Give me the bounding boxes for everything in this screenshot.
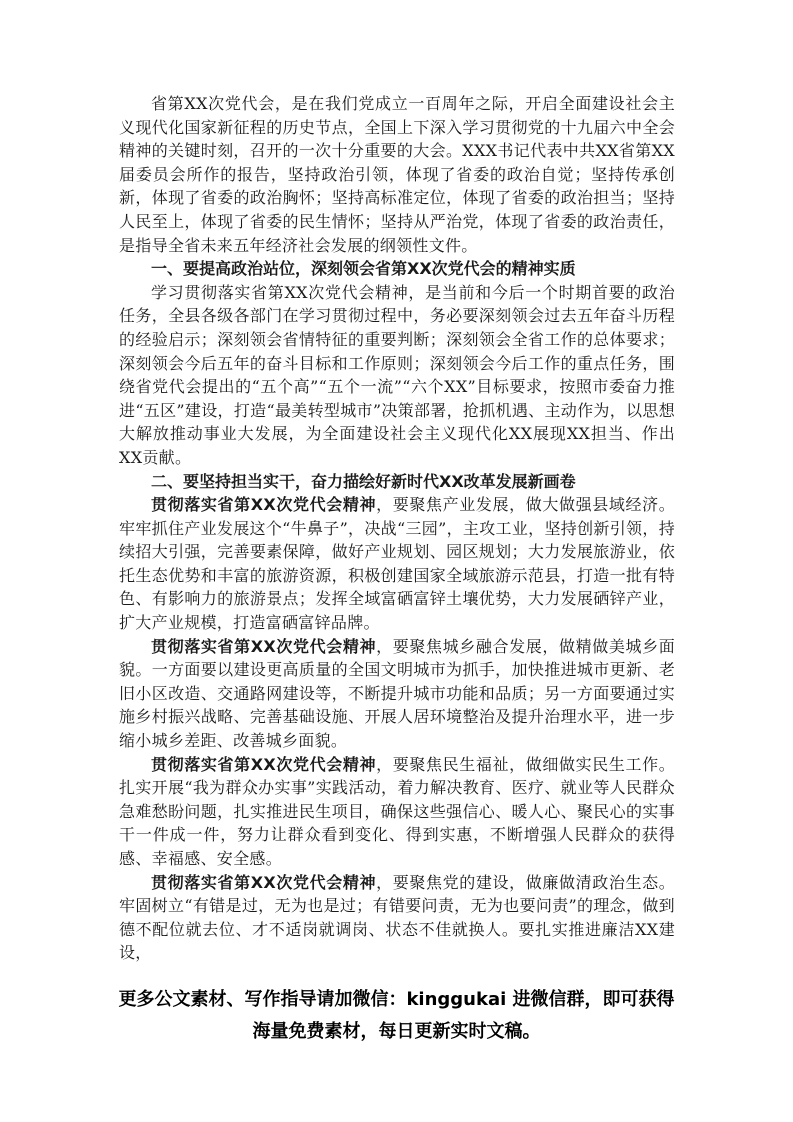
section-1-paragraph: 学习贯彻落实省第XX次党代会精神，是当前和今后一个时期首要的政治任务，全县各级各部门在学习贯彻过程中，务必要深刻领会过去五年奋斗历程的经验启示；深刻领会省情特征的重要判断；深刻领会全省工作的总体要求；深刻领会今后五年的奋斗目标和工作原则；深刻领会今后工作的重点任务，围绕省党代会提出的“五个高”“五个一流”“六个XX”目标要求，按照市委奋力推进“五区”建设，打造“最美转型城市”决策部署，抢抓机遇、主动作为，以思想大解放推动事业大发展，为全面建设社会主义现代化XX展现XX担当、作出XX贡献。 bbox=[119, 282, 675, 467]
section-heading-1: 一、要提高政治站位，深刻领会省第XX次党代会的精神实质 bbox=[151, 259, 576, 279]
promo-line-2: 海量免费素材，每日更新实时文稿。 bbox=[252, 1021, 541, 1042]
section-2-paragraph-1 bbox=[119, 493, 675, 635]
paragraph-body: ，要聚焦党的建设，做廉做清政治生态。牢固树立“有错是过，无为也是过；有错要问责，无为也要问责”的理念，做到德不配位就去位、才不适岗就调岗、状态不佳就换人。要扎实推进廉洁XX建设， bbox=[119, 872, 676, 963]
document-body bbox=[119, 92, 675, 965]
paragraph-body: ，要聚焦民生福祉，做细做实民生工作。扎实开展“我为群众办实事”实践活动，着力解决教育、医疗、就业等人民群众急难愁盼问题，扎实推进民生项目，确保这些强信心、暖人心、聚民心的实事干一件成一件，努力让群众看到变化、得到实惠，不断增强人民群众的获得感、幸福感、安全感。 bbox=[119, 754, 676, 868]
paragraph-body: ，要聚焦产业发展，做大做强县域经济。牢牢抓住产业发展这个“牛鼻子”，决战“三园”，主攻工业，坚持创新引领，持续招大引强，完善要素保障，做好产业规划、园区规划；大力发展旅游业，依托生态优势和丰富的旅游资源，积极创建国家全域旅游示范县，打造一批有特色、有影响力的旅游景点；发挥全域富硒富锌土壤优势，大力发展硒锌产业，扩大产业规模，打造富硒富锌品牌。 bbox=[119, 495, 676, 633]
paragraph-lead: 贯彻落实省第XX次党代会精神 bbox=[151, 872, 377, 892]
paragraph-lead: 贯彻落实省第XX次党代会精神 bbox=[151, 636, 377, 656]
section-2-paragraph-3 bbox=[119, 753, 675, 871]
paragraph-lead: 贯彻落实省第XX次党代会精神 bbox=[151, 754, 377, 774]
section-heading-2: 二、要坚持担当实干，奋力描绘好新时代XX改革发展新画卷 bbox=[151, 471, 576, 491]
intro-paragraph: 省第XX次党代会，是在我们党成立一百周年之际，开启全面建设社会主义现代化国家新征程的历史节点，全国上下深入学习贯彻党的十九届六中全会精神的关键时刻，召开的一次十分重要的大会。XXX书记代表中共XX省第XX届委员会所作的报告，坚持政治引领，体现了省委的政治自觉；坚持传承创新，体现了省委的政治胸怀；坚持高标准定位，体现了省委的政治担当；坚持人民至上，体现了省委的民生情怀；坚持从严治党，体现了省委的政治责任，是指导全省未来五年经济社会发展的纲领性文件。 bbox=[119, 94, 675, 255]
paragraph-body: ，要聚焦城乡融合发展，做精做美城乡面貌。一方面要以建设更高质量的全国文明城市为抓手，加快推进城市更新、老旧小区改造、交通路网建设等，不断提升城市功能和品质；另一方面要通过实施乡村振兴战略、完善基础设施、开展人居环境整治及提升治理水平，进一步缩小城乡差距、改善城乡面貌。 bbox=[119, 636, 676, 751]
promo-line-1: 更多公文素材、写作指导请加微信：kinggukai 进微信群，即可获得 bbox=[118, 989, 675, 1010]
promo-footer bbox=[100, 984, 693, 1048]
section-2-paragraph-2 bbox=[119, 635, 675, 753]
section-2-paragraph-4 bbox=[119, 871, 675, 965]
paragraph-lead: 贯彻落实省第XX次党代会精神 bbox=[151, 495, 377, 515]
